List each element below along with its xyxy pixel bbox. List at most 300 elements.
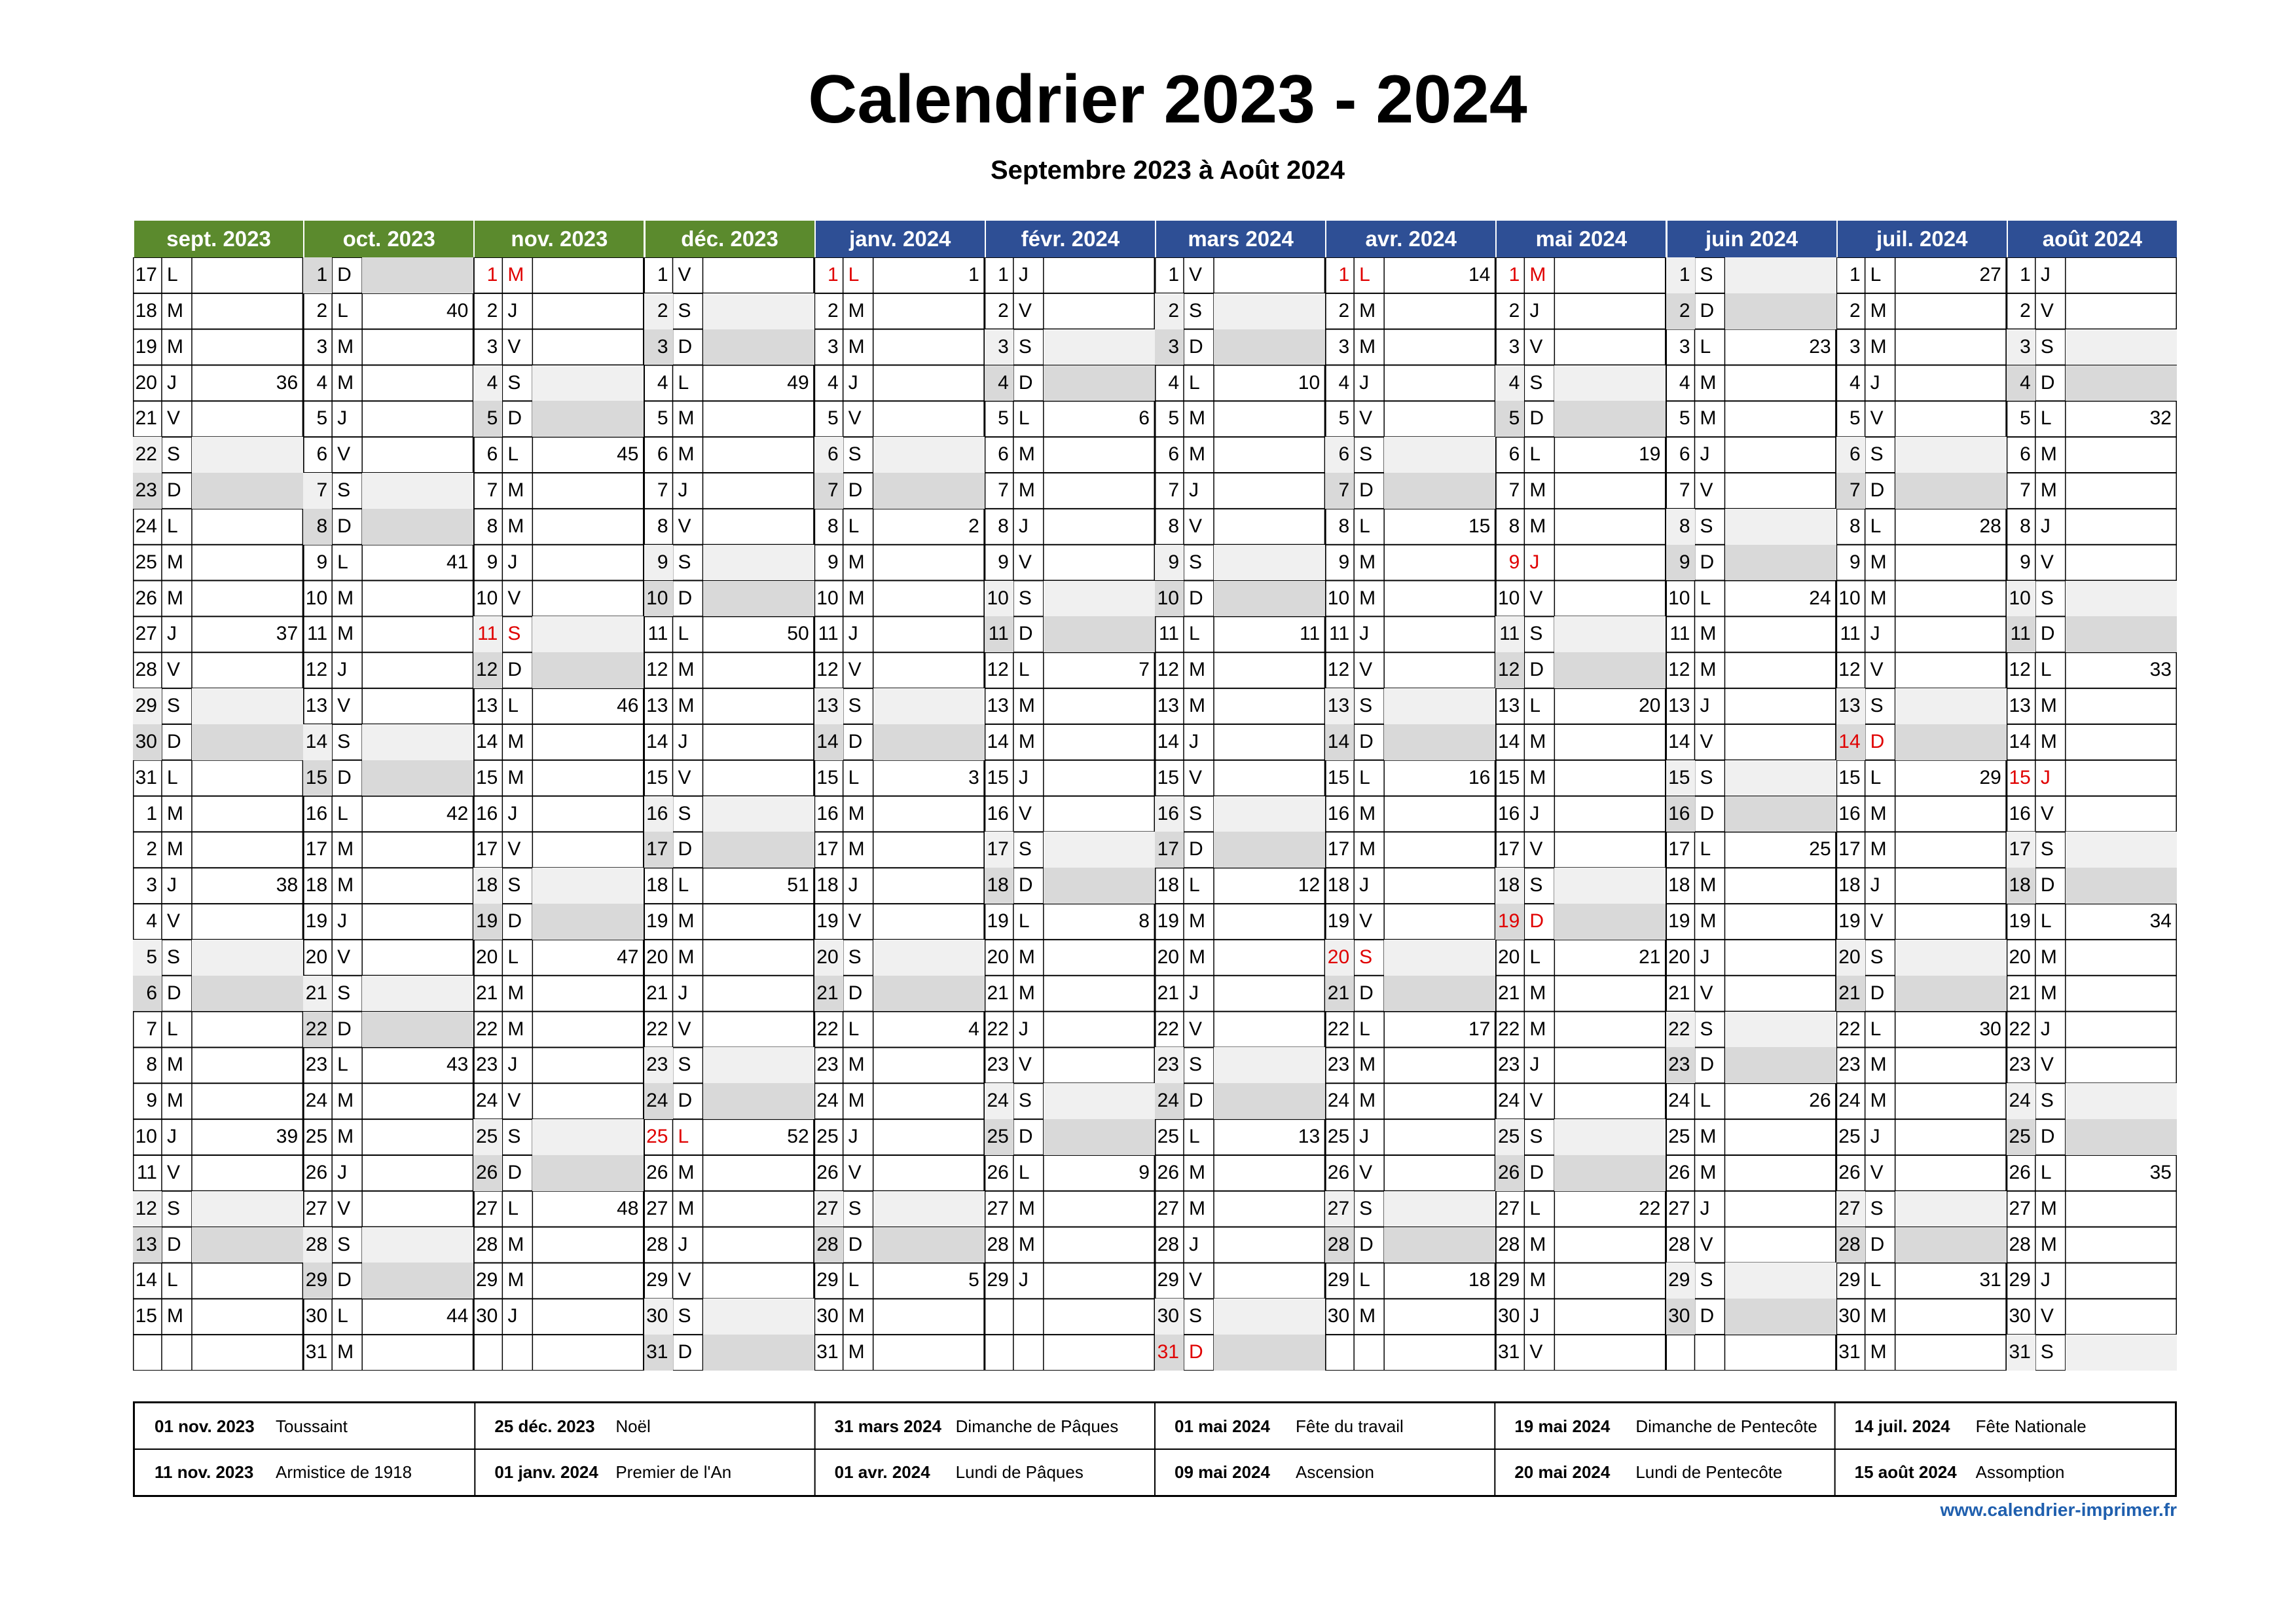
weekday-letter: M <box>337 371 354 394</box>
week-number <box>1384 1047 1495 1083</box>
week-number <box>1554 1012 1666 1048</box>
weekday-letter: M <box>1870 1054 1887 1076</box>
weekday-letter: S <box>507 874 521 896</box>
day-number: 6 <box>1168 443 1179 466</box>
day-number: 16 <box>1497 802 1520 824</box>
weekday-letter: D <box>2040 623 2055 645</box>
day-number: 13 <box>987 695 1009 717</box>
week-number <box>362 257 473 293</box>
day-number: 17 <box>816 838 839 860</box>
week-number <box>1214 1083 1325 1119</box>
day-number: 19 <box>1668 910 1690 932</box>
week-number <box>2066 1191 2177 1227</box>
day-number: 7 <box>146 1018 157 1040</box>
weekday-letter: J <box>167 371 177 394</box>
weekday-letter: M <box>848 587 865 609</box>
weekday-letter: J <box>2040 515 2050 537</box>
day-number: 14 <box>646 730 668 752</box>
day-number: 20 <box>2009 946 2031 968</box>
weekday-letter: J <box>1018 1269 1029 1291</box>
weekday-letter: V <box>1529 1090 1543 1112</box>
week-number <box>873 940 985 976</box>
week-number <box>1214 1227 1325 1263</box>
weekday-letter: D <box>1700 1305 1715 1327</box>
weekday-letter: L <box>2040 407 2052 430</box>
day-number: 8 <box>2020 515 2031 537</box>
day-number: 15 <box>1668 766 1690 788</box>
weekday-letter: S <box>1870 946 1884 968</box>
week-number <box>1725 868 1836 904</box>
week-number <box>532 1012 644 1048</box>
website-link[interactable]: www.calendrier-imprimer.fr <box>1940 1500 2177 1520</box>
day-number: 20 <box>1838 946 1861 968</box>
day-number: 27 <box>1838 1197 1861 1219</box>
week-number <box>1554 1119 1666 1155</box>
weekday-letter: M <box>1700 1161 1717 1183</box>
weekday-letter: J <box>1018 1018 1029 1040</box>
day-number: 14 <box>475 730 498 752</box>
day-number: 16 <box>2009 802 2031 824</box>
weekday-letter: J <box>678 982 688 1004</box>
weekday-letter: V <box>1870 407 1884 430</box>
week-number: 11 <box>1300 623 1321 645</box>
weekday-letter: S <box>2040 335 2054 358</box>
day-number: 14 <box>135 1269 157 1291</box>
week-number <box>1214 257 1325 293</box>
week-number <box>362 724 473 760</box>
holiday-date: 15 août 2024 <box>1854 1462 1957 1482</box>
day-number: 28 <box>1157 1233 1179 1255</box>
weekday-letter: J <box>1529 1054 1540 1076</box>
weekday-letter: V <box>2040 1054 2054 1076</box>
day-number: 28 <box>1327 1233 1350 1255</box>
day-number: 3 <box>1168 335 1179 358</box>
weekday-letter: M <box>1359 551 1376 573</box>
week-number <box>1895 293 2007 329</box>
weekday-letter: V <box>848 407 862 430</box>
month-header: juin 2024 <box>1666 221 1836 257</box>
week-number <box>873 1299 985 1335</box>
day-number: 26 <box>305 1161 328 1183</box>
week-number <box>1214 904 1325 940</box>
weekday-letter: V <box>167 1161 181 1183</box>
weekday-letter: M <box>848 802 865 824</box>
week-number <box>1044 616 1155 652</box>
week-number <box>1214 1155 1325 1191</box>
week-number: 14 <box>1468 264 1491 286</box>
week-number <box>1044 868 1155 904</box>
day-number: 3 <box>146 874 157 896</box>
weekday-letter: J <box>848 1126 858 1148</box>
weekday-letter: D <box>337 264 352 286</box>
day-number: 8 <box>146 1054 157 1076</box>
day-number: 18 <box>2009 874 2031 896</box>
week-number <box>2066 760 2177 796</box>
day-number: 27 <box>987 1197 1009 1219</box>
week-number <box>362 940 473 976</box>
day-number: 6 <box>1338 443 1350 466</box>
weekday-letter: L <box>1529 1197 1541 1219</box>
day-number: 12 <box>1497 659 1520 681</box>
weekday-letter: M <box>1529 730 1546 752</box>
weekday-letter: S <box>1189 802 1203 824</box>
week-number <box>1725 1191 1836 1227</box>
week-number <box>1044 796 1155 832</box>
day-number: 9 <box>1679 551 1690 573</box>
month-header: oct. 2023 <box>303 221 473 257</box>
day-number: 25 <box>987 1126 1009 1148</box>
weekday-letter: M <box>167 335 183 358</box>
weekday-letter: S <box>678 1305 691 1327</box>
week-number <box>532 724 644 760</box>
weekday-letter: D <box>1700 299 1715 322</box>
week-number <box>703 293 814 329</box>
weekday-letter: M <box>1529 766 1546 788</box>
day-number: 21 <box>816 982 839 1004</box>
week-number <box>1725 545 1836 581</box>
weekday-letter: M <box>1870 587 1887 609</box>
day-number: 2 <box>316 299 328 322</box>
weekday-letter: S <box>1189 1054 1203 1076</box>
week-number <box>532 545 644 581</box>
day-number: 4 <box>2020 371 2031 394</box>
week-number <box>1384 437 1495 473</box>
day-number: 15 <box>305 766 328 788</box>
week-number <box>192 796 303 832</box>
weekday-letter: L <box>1189 874 1200 896</box>
week-number <box>532 473 644 509</box>
day-number: 8 <box>657 515 668 537</box>
weekday-letter: M <box>1359 838 1376 860</box>
weekday-letter: V <box>507 838 521 860</box>
weekday-letter: V <box>1870 910 1884 932</box>
week-number <box>1384 796 1495 832</box>
day-number: 13 <box>135 1233 157 1255</box>
weekday-letter: D <box>1870 730 1885 752</box>
weekday-letter: M <box>1018 479 1035 502</box>
weekday-letter: S <box>507 1126 521 1148</box>
week-number <box>703 688 814 724</box>
week-number <box>1214 1191 1325 1227</box>
weekday-letter: D <box>678 1341 693 1363</box>
day-number: 26 <box>987 1161 1009 1183</box>
day-number: 9 <box>657 551 668 573</box>
weekday-letter: D <box>1189 587 1203 609</box>
day-number: 22 <box>646 1018 668 1040</box>
day-number: 5 <box>1168 407 1179 430</box>
weekday-letter: V <box>507 1090 521 1112</box>
day-number: 30 <box>816 1305 839 1327</box>
day-number: 21 <box>475 982 498 1004</box>
weekday-letter: D <box>678 1090 693 1112</box>
day-number: 7 <box>998 479 1009 502</box>
day-number: 31 <box>1497 1341 1520 1363</box>
week-number <box>192 1227 303 1263</box>
day-number: 2 <box>146 838 157 860</box>
weekday-letter: M <box>507 730 524 752</box>
week-number <box>532 329 644 365</box>
week-number <box>1895 437 2007 473</box>
week-number <box>192 1155 303 1191</box>
week-number <box>1725 1299 1836 1335</box>
week-number <box>1214 832 1325 868</box>
weekday-letter: V <box>1359 1161 1373 1183</box>
weekday-letter: V <box>1189 1269 1203 1291</box>
weekday-letter: M <box>1359 1305 1376 1327</box>
weekday-letter: J <box>1189 982 1199 1004</box>
weekday-letter: V <box>678 515 691 537</box>
day-number: 1 <box>657 264 668 286</box>
day-number: 14 <box>305 730 328 752</box>
day-number: 8 <box>316 515 328 537</box>
weekday-letter: L <box>1700 1090 1711 1112</box>
day-number: 25 <box>816 1126 839 1148</box>
holiday-date: 19 mai 2024 <box>1514 1416 1611 1436</box>
weekday-letter: L <box>1700 587 1711 609</box>
day-number: 8 <box>1338 515 1350 537</box>
day-number: 2 <box>827 299 839 322</box>
weekday-letter: J <box>1700 946 1710 968</box>
week-number <box>1214 652 1325 688</box>
day-number: 12 <box>2009 659 2031 681</box>
week-number <box>1895 329 2007 365</box>
weekday-letter: D <box>1018 1126 1033 1148</box>
week-number: 37 <box>276 623 299 645</box>
day-number: 15 <box>646 766 668 788</box>
day-number: 26 <box>1668 1161 1690 1183</box>
weekday-letter: M <box>1359 587 1376 609</box>
day-number: 27 <box>135 623 157 645</box>
day-number: 10 <box>816 587 839 609</box>
week-number <box>1214 1012 1325 1048</box>
day-number: 8 <box>827 515 839 537</box>
weekday-letter: M <box>507 1018 524 1040</box>
week-number <box>873 1119 985 1155</box>
weekday-letter: M <box>848 551 865 573</box>
weekday-letter: M <box>848 1090 865 1112</box>
day-number: 21 <box>1157 982 1179 1004</box>
weekday-letter: M <box>1018 946 1035 968</box>
day-number: 22 <box>305 1018 328 1040</box>
weekday-letter: M <box>1529 982 1546 1004</box>
weekday-letter: D <box>1018 874 1033 896</box>
day-number: 12 <box>305 659 328 681</box>
day-number: 12 <box>646 659 668 681</box>
weekday-letter: V <box>337 1197 351 1219</box>
week-number: 5 <box>968 1269 979 1291</box>
week-number <box>532 796 644 832</box>
week-number <box>1044 293 1155 329</box>
week-number <box>192 1299 303 1335</box>
week-number <box>873 688 985 724</box>
week-number <box>1384 688 1495 724</box>
weekday-letter: D <box>1529 1161 1544 1183</box>
day-number: 11 <box>988 623 1009 645</box>
week-number: 23 <box>1809 335 1831 358</box>
weekday-letter: S <box>678 299 691 322</box>
week-number <box>1895 940 2007 976</box>
weekday-letter: M <box>1700 874 1717 896</box>
day-number: 31 <box>646 1341 668 1363</box>
weekday-letter: D <box>1018 623 1033 645</box>
week-number <box>1554 1299 1666 1335</box>
holiday-name: Toussaint <box>276 1416 348 1436</box>
week-number <box>1554 509 1666 545</box>
weekday-letter: S <box>167 443 181 466</box>
week-number <box>1384 832 1495 868</box>
week-number <box>532 760 644 796</box>
week-number <box>1384 1191 1495 1227</box>
week-number: 21 <box>1639 946 1661 968</box>
day-number: 24 <box>1327 1090 1350 1112</box>
day-number: 27 <box>816 1197 839 1219</box>
day-number: 1 <box>316 264 328 286</box>
weekday-letter: J <box>507 1054 518 1076</box>
week-number <box>1044 473 1155 509</box>
day-number: 24 <box>987 1090 1009 1112</box>
day-number: 6 <box>1849 443 1861 466</box>
weekday-letter: L <box>848 515 860 537</box>
day-number: 22 <box>1497 1018 1520 1040</box>
week-number <box>362 760 473 796</box>
holiday-name: Assomption <box>1975 1462 2065 1482</box>
day-number: 17 <box>2009 838 2031 860</box>
weekday-letter: M <box>507 264 524 286</box>
week-number <box>1214 581 1325 617</box>
week-number: 12 <box>1298 874 1321 896</box>
weekday-letter: M <box>2040 479 2057 502</box>
weekday-letter <box>1695 1335 1725 1371</box>
day-number: 25 <box>2009 1126 2031 1148</box>
week-number <box>1044 1119 1155 1155</box>
day-number: 28 <box>816 1233 839 1255</box>
weekday-letter: D <box>678 587 693 609</box>
weekday-letter: M <box>337 1126 354 1148</box>
week-number: 2 <box>968 515 979 537</box>
weekday-letter: J <box>1870 623 1880 645</box>
day-number: 25 <box>475 1126 498 1148</box>
week-number <box>1895 1227 2007 1263</box>
weekday-letter: M <box>1529 515 1546 537</box>
day-number: 8 <box>1508 515 1520 537</box>
weekday-letter: M <box>678 443 695 466</box>
holiday-name: Armistice de 1918 <box>276 1462 412 1482</box>
week-number <box>362 1191 473 1227</box>
week-number <box>1214 509 1325 545</box>
day-number: 26 <box>646 1161 668 1183</box>
week-number: 46 <box>617 695 639 717</box>
week-number <box>362 976 473 1012</box>
weekday-letter: M <box>1359 1054 1376 1076</box>
weekday-letter: D <box>507 1161 522 1183</box>
day-number: 16 <box>1838 802 1861 824</box>
day-number: 18 <box>1497 874 1520 896</box>
day-number: 2 <box>1508 299 1520 322</box>
day-number: 22 <box>2009 1018 2031 1040</box>
day-number: 2 <box>1338 299 1350 322</box>
weekday-letter: M <box>1529 1018 1546 1040</box>
weekday-letter: L <box>337 551 348 573</box>
week-number <box>873 832 985 868</box>
week-number: 13 <box>1298 1126 1321 1148</box>
day-number: 9 <box>316 551 328 573</box>
day-number: 25 <box>305 1126 328 1148</box>
weekday-letter: D <box>167 479 181 502</box>
day-number: 20 <box>816 946 839 968</box>
weekday-letter: L <box>337 1054 348 1076</box>
weekday-letter: J <box>2040 1018 2050 1040</box>
weekday-letter: L <box>1529 695 1541 717</box>
week-number <box>532 293 644 329</box>
weekday-letter: S <box>1018 335 1032 358</box>
weekday-letter: L <box>1700 335 1711 358</box>
weekday-letter: D <box>337 766 352 788</box>
day-number: 13 <box>646 695 668 717</box>
weekday-letter: J <box>1018 766 1029 788</box>
weekday-letter: S <box>848 946 862 968</box>
week-number <box>873 293 985 329</box>
week-number <box>1554 473 1666 509</box>
week-number: 39 <box>276 1126 299 1148</box>
week-number <box>362 652 473 688</box>
weekday-letter: M <box>1529 1269 1546 1291</box>
day-number: 19 <box>2009 910 2031 932</box>
calendar-table <box>133 221 2177 1371</box>
weekday-letter: L <box>167 264 178 286</box>
weekday-letter: V <box>678 264 691 286</box>
weekday-letter: S <box>1018 587 1032 609</box>
week-number <box>1725 293 1836 329</box>
week-number <box>1725 1227 1836 1263</box>
week-number <box>1895 1335 2007 1371</box>
day-number: 11 <box>1499 623 1520 645</box>
day-number: 27 <box>2009 1197 2031 1219</box>
week-number <box>1044 1012 1155 1048</box>
day-number: 4 <box>1338 371 1350 394</box>
week-number <box>1725 724 1836 760</box>
day-number: 24 <box>816 1090 839 1112</box>
month-header: sept. 2023 <box>133 221 303 257</box>
week-number: 50 <box>787 623 809 645</box>
day-number: 28 <box>1497 1233 1520 1255</box>
day-number: 7 <box>1508 479 1520 502</box>
week-number: 6 <box>1139 407 1150 430</box>
weekday-letter: M <box>2040 1233 2057 1255</box>
day-number: 15 <box>1497 766 1520 788</box>
week-number <box>1725 1263 1836 1299</box>
week-number <box>362 1335 473 1371</box>
weekday-letter: L <box>507 1197 519 1219</box>
day-number: 9 <box>1849 551 1861 573</box>
weekday-letter: M <box>1700 910 1717 932</box>
day-number: 17 <box>1157 838 1179 860</box>
day-number: 23 <box>1668 1054 1690 1076</box>
week-number <box>1044 1335 1155 1371</box>
day-number <box>133 1335 162 1371</box>
day-number: 7 <box>827 479 839 502</box>
week-number <box>1214 688 1325 724</box>
weekday-letter: L <box>2040 659 2052 681</box>
weekday-letter: M <box>1018 1233 1035 1255</box>
week-number <box>1214 293 1325 329</box>
week-number <box>1044 1227 1155 1263</box>
day-number: 20 <box>1327 946 1350 968</box>
weekday-letter: V <box>2040 1305 2054 1327</box>
weekday-letter: M <box>1870 335 1887 358</box>
day-number: 16 <box>305 802 328 824</box>
week-number <box>532 1335 644 1371</box>
week-number <box>1895 904 2007 940</box>
